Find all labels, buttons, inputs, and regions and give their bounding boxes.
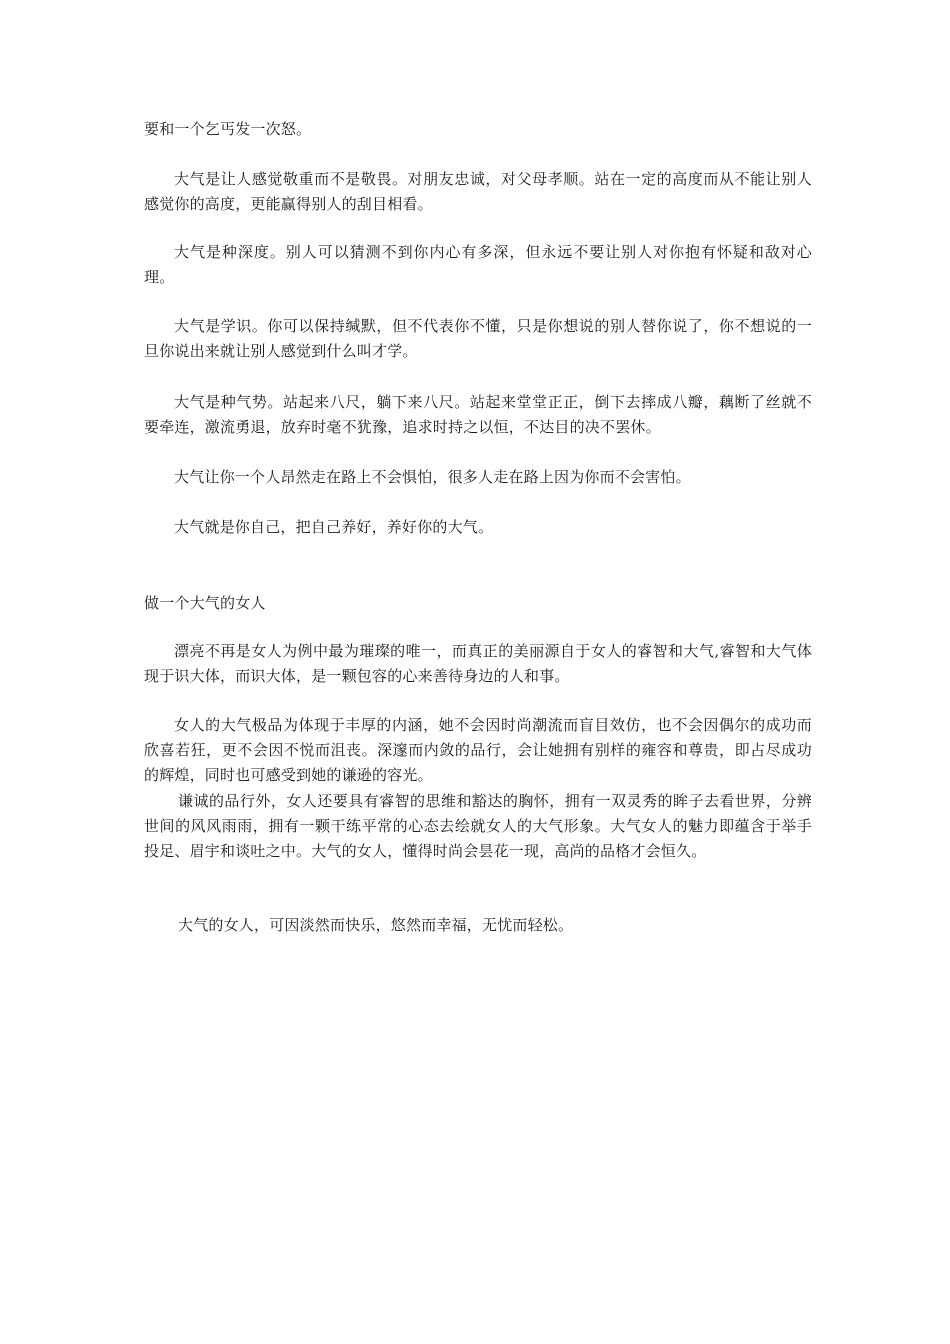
paragraph-respect: 大气是让人感觉敬重而不是敬畏。对朋友忠诚，对父母孝顺。站在一定的高度而从不能让别人感觉你的高度，更能赢得别人的刮目相看。 xyxy=(144,170,812,213)
paragraph-beauty: 漂亮不再是女人为例中最为璀璨的唯一，而真正的美丽源自于女人的睿智和大气,睿智和大气体现于识大体，而识大体，是一颗包容的心来善待身边的人和事。 xyxy=(144,642,812,685)
paragraph-closing: 大气的女人，可因淡然而快乐，悠然而幸福，无忧而轻松。 xyxy=(178,916,574,934)
paragraph-intro-fragment: 要和一个乞丐发一次怒。 xyxy=(144,120,312,138)
paragraph-wisdom: 谦诚的品行外，女人还要具有睿智的思维和豁达的胸怀，拥有一双灵秀的眸子去看世界，分辨世间的风风雨雨，拥有一颗干练平常的心态去绘就女人的大气形象。大气女人的魅力即蕴含于举手投足、眉宇和谈吐之中。大气的女人，懂得时尚会昙花一现，高尚的品格才会恒久。 xyxy=(144,792,812,860)
paragraph-momentum: 大气是种气势。站起来八尺，躺下来八尺。站起来堂堂正正，倒下去摔成八瓣，藕断了丝就不要牵连，激流勇退，放弃时毫不犹豫，追求时持之以恒，不达目的决不罢休。 xyxy=(144,393,812,436)
paragraph-knowledge: 大气是学识。你可以保持缄默，但不代表你不懂，只是你想说的别人替你说了，你不想说的一旦你说出来就让别人感觉到什么叫才学。 xyxy=(144,317,812,360)
paragraph-yourself: 大气就是你自己，把自己养好，养好你的大气。 xyxy=(174,518,494,536)
paragraph-depth: 大气是种深度。别人可以猜测不到你内心有多深，但永远不要让别人对你抱有怀疑和敌对心理。 xyxy=(144,243,812,286)
section-heading: 做一个大气的女人 xyxy=(144,594,266,612)
paragraph-fearless: 大气让你一个人昂然走在路上不会惧怕，很多人走在路上因为你而不会害怕。 xyxy=(174,468,691,486)
paragraph-inner-quality: 女人的大气极品为体现于丰厚的内涵，她不会因时尚潮流而盲目效仿，也不会因偶尔的成功而欣喜若狂，更不会因不悦而沮丧。深邃而内敛的品行，会让她拥有别样的雍容和尊贵，即占尽成功的辉煌，同时也可感受到她的谦逊的容光。 xyxy=(144,716,812,784)
